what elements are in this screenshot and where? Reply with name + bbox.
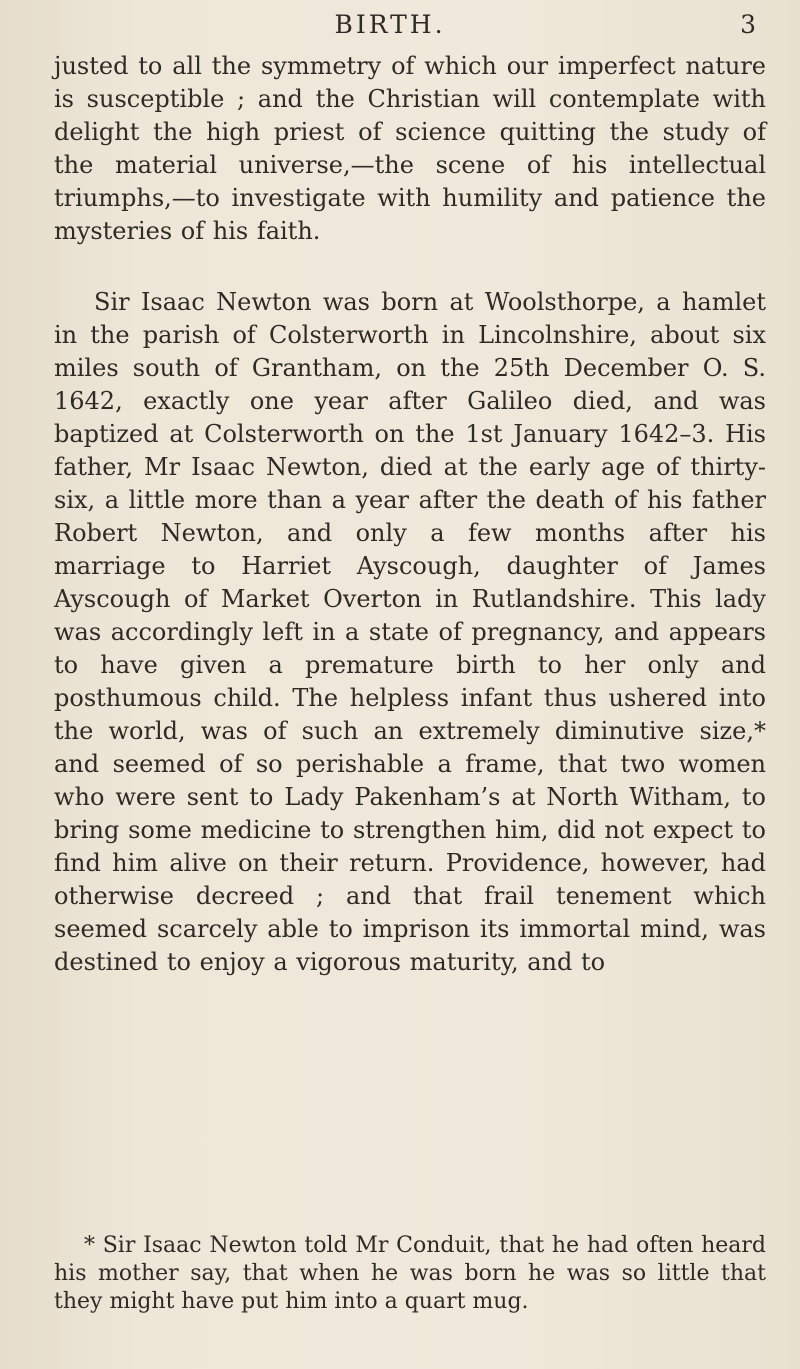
running-head: [0, 10, 800, 50]
paragraph-birth: Sir Isaac Newton was born at Woolsthorpe, a hamlet in the parish of Colsterworth in Lincolnshire, about six miles south of Grantham, on the 25th December O. S. 1642, exactly one year after Galileo died, and was baptized at Colsterworth on the 1st January 1642–3. His father, Mr Isaac Newton, died at the early age of thirty-six, a little more than a year after the death of his father Robert Newton, and only a few months after his marriage to Harriet Ayscough, daughter of James Ayscough of Market Overton in Rutlandshire. This lady was accordingly left in a state of pregnancy, and appears to have given a premature birth to her only and posthumous child. The helpless infant thus ushered into the world, was of such an extremely diminutive size,* and seemed of so perishable a frame, that two women who were sent to Lady Pakenham’s at North Witham, to bring some medicine to strengthen him, did not expect to find him alive on their return. Providence, however, had otherwise decreed ; and that frail tenement which seemed scarcely able to imprison its immortal mind, was destined to enjoy a vigorous maturity, and to: [54, 288, 766, 976]
page-number: 3: [740, 10, 756, 39]
body-text: [54, 50, 766, 979]
footnote: * Sir Isaac Newton told Mr Conduit, that he had often heard his mother say, that when he was born he was so little that they might have put him into a quart mug.: [54, 1233, 766, 1314]
running-title: BIRTH.: [334, 10, 446, 39]
paragraph-continuation: justed to all the symmetry of which our imperfect nature is susceptible ; and the Christian will contemplate with delight the high priest of science quitting the study of the material universe,—the scene of his intellectual triumphs,—to investigate with humility and patience the mysteries of his faith.: [54, 52, 766, 245]
